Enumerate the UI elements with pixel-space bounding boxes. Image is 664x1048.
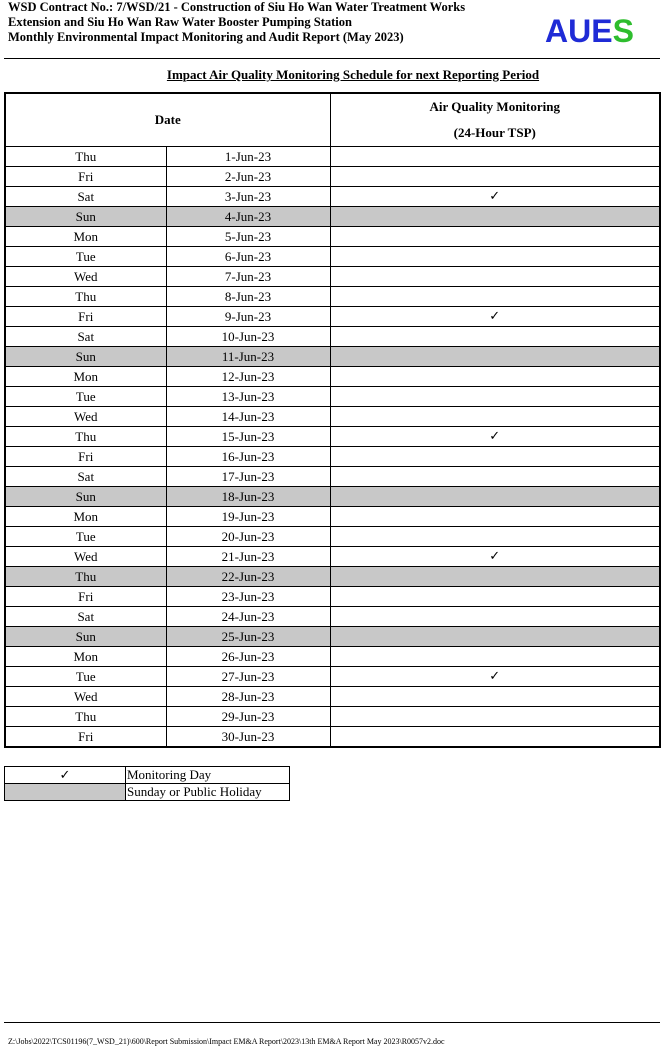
- day-cell: Thu: [5, 567, 166, 587]
- table-row: [5, 707, 660, 727]
- check-icon: ✓: [330, 307, 660, 327]
- aues-logo: [545, 14, 657, 48]
- check-icon: ✓: [330, 187, 660, 207]
- day-cell: Thu: [5, 147, 166, 167]
- monitoring-cell: [330, 407, 660, 427]
- header-line-2: Extension and Siu Ho Wan Raw Water Booster Pumping Station: [8, 15, 352, 29]
- date-cell: 21-Jun-23: [166, 547, 330, 567]
- date-cell: 12-Jun-23: [166, 367, 330, 387]
- monitoring-cell: [330, 287, 660, 307]
- table-row: [5, 647, 660, 667]
- monitoring-cell: [330, 687, 660, 707]
- file-path-footer: Z:\Jobs\2022\TCS01196(7_WSD_21)\600\Report Submission\Impact EM&A Report\2023\13th EM&A Report May 2023\R0057v2.doc: [8, 1037, 445, 1046]
- day-cell: Sun: [5, 627, 166, 647]
- date-cell: 26-Jun-23: [166, 647, 330, 667]
- monitoring-cell: [330, 707, 660, 727]
- table-row: [5, 227, 660, 247]
- day-cell: Fri: [5, 727, 166, 748]
- table-row: [5, 587, 660, 607]
- table-row: [5, 447, 660, 467]
- date-cell: 19-Jun-23: [166, 507, 330, 527]
- schedule-title: Impact Air Quality Monitoring Schedule for next Reporting Period: [166, 67, 540, 82]
- monitoring-cell: [330, 387, 660, 407]
- table-row: [5, 247, 660, 267]
- date-cell: 11-Jun-23: [166, 347, 330, 367]
- table-row: [5, 547, 660, 567]
- table-row: [5, 527, 660, 547]
- day-cell: Mon: [5, 507, 166, 527]
- table-row: [5, 407, 660, 427]
- day-cell: Mon: [5, 647, 166, 667]
- monitoring-cell: [330, 507, 660, 527]
- check-icon: ✓: [330, 427, 660, 447]
- day-cell: Sat: [5, 467, 166, 487]
- monitoring-cell: [330, 727, 660, 748]
- legend-row-holiday: [5, 784, 290, 801]
- monitoring-cell: [330, 487, 660, 507]
- day-cell: Fri: [5, 587, 166, 607]
- day-cell: Wed: [5, 687, 166, 707]
- date-cell: 10-Jun-23: [166, 327, 330, 347]
- monitoring-cell: [330, 267, 660, 287]
- date-cell: 13-Jun-23: [166, 387, 330, 407]
- date-cell: 7-Jun-23: [166, 267, 330, 287]
- date-cell: 23-Jun-23: [166, 587, 330, 607]
- day-cell: Mon: [5, 227, 166, 247]
- check-icon: ✓: [330, 667, 660, 687]
- date-cell: 15-Jun-23: [166, 427, 330, 447]
- table-row: [5, 167, 660, 187]
- monitoring-cell: [330, 607, 660, 627]
- legend-row-monitoring: [5, 767, 290, 784]
- monitoring-cell: [330, 627, 660, 647]
- day-cell: Thu: [5, 287, 166, 307]
- day-cell: Sat: [5, 607, 166, 627]
- table-row: [5, 687, 660, 707]
- table-row: [5, 467, 660, 487]
- monitoring-cell: [330, 327, 660, 347]
- day-cell: Sun: [5, 207, 166, 227]
- legend-holiday-label: Sunday or Public Holiday: [126, 784, 290, 801]
- day-cell: Fri: [5, 307, 166, 327]
- table-row: [5, 627, 660, 647]
- header-line-1: WSD Contract No.: 7/WSD/21 - Construction of Siu Ho Wan Water Treatment Works: [8, 0, 466, 14]
- header-line-3: Monthly Environmental Impact Monitoring and Audit Report (May 2023): [8, 30, 404, 44]
- monitoring-cell: [330, 467, 660, 487]
- table-row: [5, 427, 660, 447]
- date-cell: 1-Jun-23: [166, 147, 330, 167]
- date-cell: 20-Jun-23: [166, 527, 330, 547]
- table-row: [5, 207, 660, 227]
- day-cell: Tue: [5, 247, 166, 267]
- monitoring-cell: [330, 347, 660, 367]
- table-row: [5, 147, 660, 167]
- table-row: [5, 727, 660, 748]
- day-cell: Thu: [5, 427, 166, 447]
- date-cell: 30-Jun-23: [166, 727, 330, 748]
- day-cell: Thu: [5, 707, 166, 727]
- day-cell: Wed: [5, 407, 166, 427]
- day-cell: Wed: [5, 547, 166, 567]
- monitoring-cell: [330, 227, 660, 247]
- aq-header-line-2: (24-Hour TSP): [453, 125, 536, 140]
- date-column-header: Date: [5, 93, 330, 147]
- day-cell: Tue: [5, 387, 166, 407]
- monitoring-cell: [330, 647, 660, 667]
- table-row: [5, 347, 660, 367]
- monitoring-cell: [330, 207, 660, 227]
- legend-check-icon: ✓: [5, 767, 126, 784]
- table-header-row: [5, 93, 660, 147]
- monitoring-cell: [330, 147, 660, 167]
- date-cell: 2-Jun-23: [166, 167, 330, 187]
- date-cell: 16-Jun-23: [166, 447, 330, 467]
- table-row: [5, 267, 660, 287]
- table-row: [5, 607, 660, 627]
- date-cell: 27-Jun-23: [166, 667, 330, 687]
- aq-header-line-1: Air Quality Monitoring: [429, 99, 560, 114]
- date-cell: 3-Jun-23: [166, 187, 330, 207]
- monitoring-cell: [330, 567, 660, 587]
- table-row: [5, 187, 660, 207]
- monitoring-cell: [330, 367, 660, 387]
- day-cell: Mon: [5, 367, 166, 387]
- day-cell: Wed: [5, 267, 166, 287]
- date-cell: 28-Jun-23: [166, 687, 330, 707]
- date-cell: 25-Jun-23: [166, 627, 330, 647]
- schedule-table: [4, 92, 661, 748]
- date-cell: 18-Jun-23: [166, 487, 330, 507]
- table-row: [5, 287, 660, 307]
- report-header: [8, 0, 548, 45]
- table-row: [5, 507, 660, 527]
- table-row: [5, 567, 660, 587]
- date-cell: 5-Jun-23: [166, 227, 330, 247]
- date-cell: 8-Jun-23: [166, 287, 330, 307]
- day-cell: Sun: [5, 347, 166, 367]
- monitoring-cell: [330, 167, 660, 187]
- monitoring-cell: [330, 527, 660, 547]
- date-cell: 6-Jun-23: [166, 247, 330, 267]
- date-cell: 4-Jun-23: [166, 207, 330, 227]
- day-cell: Tue: [5, 527, 166, 547]
- logo-part-2: S: [612, 13, 634, 49]
- legend-monitoring-label: Monitoring Day: [126, 767, 290, 784]
- table-row: [5, 487, 660, 507]
- monitoring-cell: [330, 587, 660, 607]
- date-cell: 22-Jun-23: [166, 567, 330, 587]
- date-cell: 24-Jun-23: [166, 607, 330, 627]
- date-cell: 14-Jun-23: [166, 407, 330, 427]
- check-icon: ✓: [330, 547, 660, 567]
- footer-rule: [4, 1022, 660, 1023]
- date-cell: 17-Jun-23: [166, 467, 330, 487]
- day-cell: Sat: [5, 187, 166, 207]
- table-row: [5, 307, 660, 327]
- legend-table: [4, 766, 290, 801]
- day-cell: Fri: [5, 167, 166, 187]
- aq-column-header: [330, 93, 660, 147]
- day-cell: Tue: [5, 667, 166, 687]
- table-row: [5, 327, 660, 347]
- day-cell: Sat: [5, 327, 166, 347]
- date-cell: 29-Jun-23: [166, 707, 330, 727]
- legend-shade-swatch: [5, 784, 126, 801]
- monitoring-cell: [330, 247, 660, 267]
- day-cell: Fri: [5, 447, 166, 467]
- monitoring-cell: [330, 447, 660, 467]
- logo-part-1: AUE: [545, 13, 613, 49]
- header-rule: [4, 58, 660, 59]
- table-row: [5, 667, 660, 687]
- table-row: [5, 387, 660, 407]
- table-row: [5, 367, 660, 387]
- day-cell: Sun: [5, 487, 166, 507]
- date-cell: 9-Jun-23: [166, 307, 330, 327]
